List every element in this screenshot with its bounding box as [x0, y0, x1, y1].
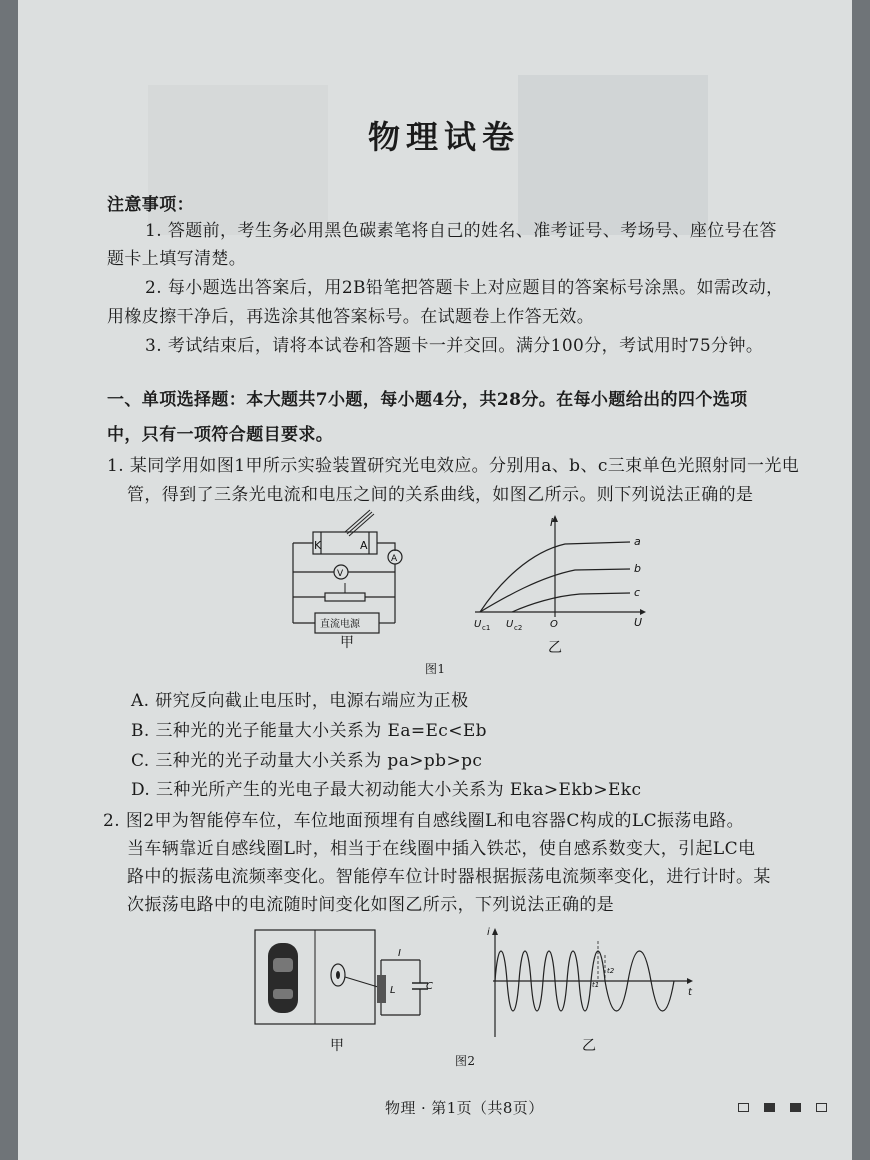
option-b: B. 三种光的光子能量大小关系为 Ea=Ec<Eb	[131, 721, 487, 741]
notice-line: 3. 考试结束后，请将本试卷和答题卡一并交回。满分100分，考试用时75分钟。	[145, 336, 764, 356]
notice-line: 1. 答题前，考生务必用黑色碳素笔将自己的姓名、准考证号、考场号、座位号在答	[145, 221, 777, 241]
page-title: 物理试卷	[368, 118, 521, 156]
question-text: 2. 图2甲为智能停车位，车位地面预埋有自感线圈L和电容器C构成的LC振荡电路。	[103, 811, 745, 831]
bleed-through-image	[518, 75, 708, 235]
capacitor-label: C	[426, 981, 433, 992]
page-footer: 物理 · 第1页（共8页）	[385, 1099, 544, 1117]
anode-label: A	[360, 539, 368, 552]
tick-uc1-sub: c1	[482, 624, 491, 632]
option-c: C. 三种光的光子动量大小关系为 pa>pb>pc	[131, 751, 483, 771]
origin-label: O	[550, 619, 558, 630]
car-icon	[268, 943, 298, 1013]
u-label: U	[634, 616, 643, 629]
notice-line: 2. 每小题选出答案后，用2B铅笔把答题卡上对应题目的答案标号涂黑。如需改动，	[145, 278, 784, 298]
oscillation-graph	[485, 925, 700, 1055]
figure-caption: 图2	[455, 1054, 476, 1068]
section-heading: 一、单项选择题：本大题共7小题，每小题4分，共28分。在每小题给出的四个选项	[107, 390, 748, 410]
curve-c	[512, 593, 630, 612]
t-label: t	[688, 987, 692, 998]
ammeter-label: A	[391, 554, 398, 564]
page-marker	[816, 1103, 827, 1112]
t1-label: t1	[592, 981, 600, 989]
page-marker	[764, 1103, 775, 1112]
question-text: 次振荡电路中的电流随时间变化如图乙所示，下列说法正确的是	[127, 895, 615, 915]
question-text: 管，得到了三条光电流和电压之间的关系曲线，如图乙所示。则下列说法正确的是	[127, 485, 754, 505]
i-label: I	[550, 516, 554, 529]
figure-caption-jia: 甲	[330, 1038, 344, 1054]
curve-label-c: c	[634, 586, 641, 599]
figure-caption-yi: 乙	[548, 640, 562, 656]
i-label: i	[487, 927, 490, 938]
inductor-l	[377, 975, 386, 1003]
voltmeter-label: V	[337, 569, 344, 579]
parking-space-diagram	[250, 925, 450, 1055]
cathode-label: K	[314, 539, 322, 552]
page-marker	[738, 1103, 749, 1112]
iu-graph	[470, 512, 650, 657]
notice-heading: 注意事项：	[107, 195, 194, 215]
source-label: 直流电源	[320, 619, 360, 630]
notice-line: 用橡皮擦干净后，再选涂其他答案标号。在试题卷上作答无效。	[107, 307, 595, 327]
current-label: I	[398, 948, 401, 959]
option-d: D. 三种光所产生的光电子最大初动能大小关系为 Eka>Ekb>Ekc	[131, 780, 642, 800]
option-a: A. 研究反向截止电压时，电源右端应为正极	[131, 691, 469, 711]
inductor-label: L	[390, 985, 396, 996]
tick-uc1: U	[474, 619, 482, 630]
figure-caption-jia: 甲	[340, 635, 354, 651]
figure-caption-yi: 乙	[582, 1038, 596, 1054]
curve-label-a: a	[634, 535, 641, 548]
figure-caption: 图1	[425, 662, 446, 676]
page-marker	[790, 1103, 801, 1112]
curve-label-b: b	[634, 562, 641, 575]
t2-label: t2	[607, 967, 615, 975]
rheostat	[325, 593, 365, 601]
question-text: 当车辆靠近自感线圈L时，相当于在线圈中插入铁芯，使自感系数变大，引起LC电	[127, 839, 756, 859]
tick-uc2-sub: c2	[514, 624, 523, 632]
circuit-diagram	[285, 505, 415, 650]
question-text: 路中的振荡电流频率变化。智能停车位计时器根据振荡电流频率变化，进行计时。某	[127, 867, 771, 887]
section-heading: 中，只有一项符合题目要求。	[107, 425, 334, 445]
question-text: 1. 某同学用如图1甲所示实验装置研究光电效应。分别用a、b、c三束单色光照射同一光电	[107, 456, 800, 476]
tick-uc2: U	[506, 619, 514, 630]
notice-line: 题卡上填写清楚。	[107, 249, 247, 269]
